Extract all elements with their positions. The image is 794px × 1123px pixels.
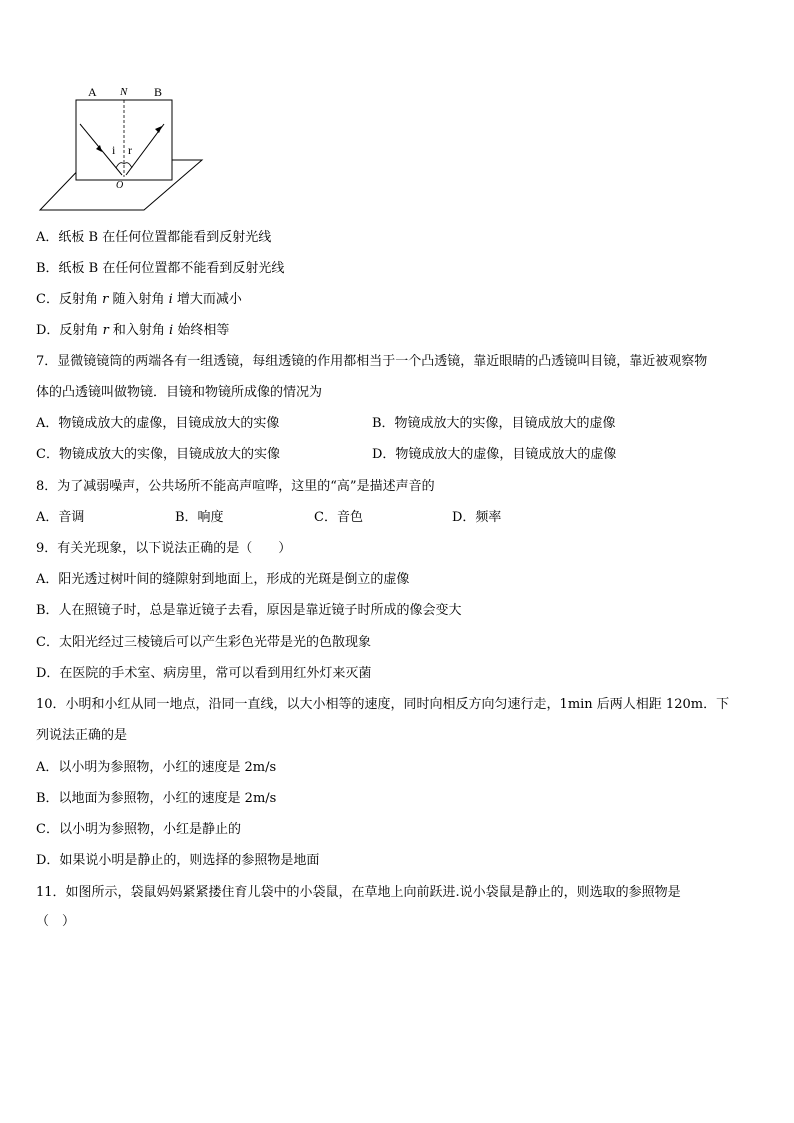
label-n: N [120, 86, 128, 98]
label-r: r [128, 143, 132, 157]
q10-option-d: D．如果说小明是静止的，则选择的参照物是地面 [36, 853, 320, 868]
q6-option-d-post: 始终相等 [173, 323, 230, 338]
q8-stem: 8．为了减弱噪声，公共场所不能高声喧哗，这里的“高”是描述声音的 [36, 479, 435, 494]
q6-option-c-mid: 随入射角 [108, 292, 169, 307]
q8-option-b: B．响度 [175, 510, 224, 525]
label-i: i [112, 143, 116, 157]
reflection-diagram [36, 82, 206, 214]
q10-option-b: B．以地面为参照物，小红的速度是 2m/s [36, 791, 277, 806]
q7-option-c: C．物镜成放大的实像，目镜成放大的实像 [36, 447, 280, 462]
q6-option-c-post: 增大而减小 [172, 292, 242, 307]
q6-option-d-pre: D．反射角 [36, 323, 103, 338]
q10-stem-line1: 10．小明和小红从同一地点，沿同一直线，以大小相等的速度，同时向相反方向匀速行走，1min 后两人相距 120m．下 [36, 697, 730, 712]
label-a: A [88, 85, 97, 99]
q7-stem-line2: 体的凸透镜叫做物镜．目镜和物镜所成像的情况为 [36, 385, 323, 400]
q7-stem-line1: 7．显微镜镜筒的两端各有一组透镜，每组透镜的作用都相当于一个凸透镜，靠近眼睛的凸透镜叫目镜，靠近被观察物 [36, 354, 708, 369]
q6-option-c-r: r [102, 292, 109, 307]
q7-option-b: B．物镜成放大的实像，目镜成放大的虚像 [372, 416, 616, 431]
q10-stem-line2: 列说法正确的是 [36, 728, 128, 743]
q10-option-a: A．以小明为参照物，小红的速度是 2m/s [36, 760, 277, 775]
q6-option-d-mid: 和入射角 [108, 323, 170, 338]
q6-option-c-pre: C．反射角 [36, 292, 103, 307]
q6-option-a: A．纸板 B 在任何位置都能看到反射光线 [36, 230, 272, 245]
q6-option-d [36, 322, 229, 340]
label-b: B [154, 85, 163, 99]
q11-stem-line2: （ ） [36, 914, 76, 929]
q8-option-a: A．音调 [36, 510, 85, 525]
q6-option-d-r: r [102, 323, 109, 338]
label-o: O [116, 180, 124, 191]
q7-option-a: A．物镜成放大的虚像，目镜成放大的实像 [36, 416, 280, 431]
q9-stem: 9．有关光现象，以下说法正确的是（ ） [36, 541, 292, 556]
q8-option-c: C．音色 [314, 510, 363, 525]
q9-option-b: B．人在照镜子时，总是靠近镜子去看，原因是靠近镜子时所成的像会变大 [36, 603, 462, 618]
q6-option-c [36, 291, 242, 309]
q9-option-d: D．在医院的手术室、病房里，常可以看到用红外灯来灭菌 [36, 666, 372, 681]
q6-option-d-i: i [169, 323, 174, 338]
q8-option-d: D．频率 [452, 510, 502, 525]
q9-option-c: C．太阳光经过三棱镜后可以产生彩色光带是光的色散现象 [36, 635, 371, 650]
q10-option-c: C．以小明为参照物，小红是静止的 [36, 822, 241, 837]
q6-option-c-i: i [168, 292, 173, 307]
q7-option-d: D．物镜成放大的虚像，目镜成放大的虚像 [372, 447, 617, 462]
q9-option-a: A．阳光透过树叶间的缝隙射到地面上，形成的光斑是倒立的虚像 [36, 572, 410, 587]
q6-option-b: B．纸板 B 在任何位置都不能看到反射光线 [36, 261, 285, 276]
q11-stem-line1: 11．如图所示，袋鼠妈妈紧紧搂住育儿袋中的小袋鼠，在草地上向前跃进.说小袋鼠是静止的，则选取的参照物是 [36, 885, 681, 900]
